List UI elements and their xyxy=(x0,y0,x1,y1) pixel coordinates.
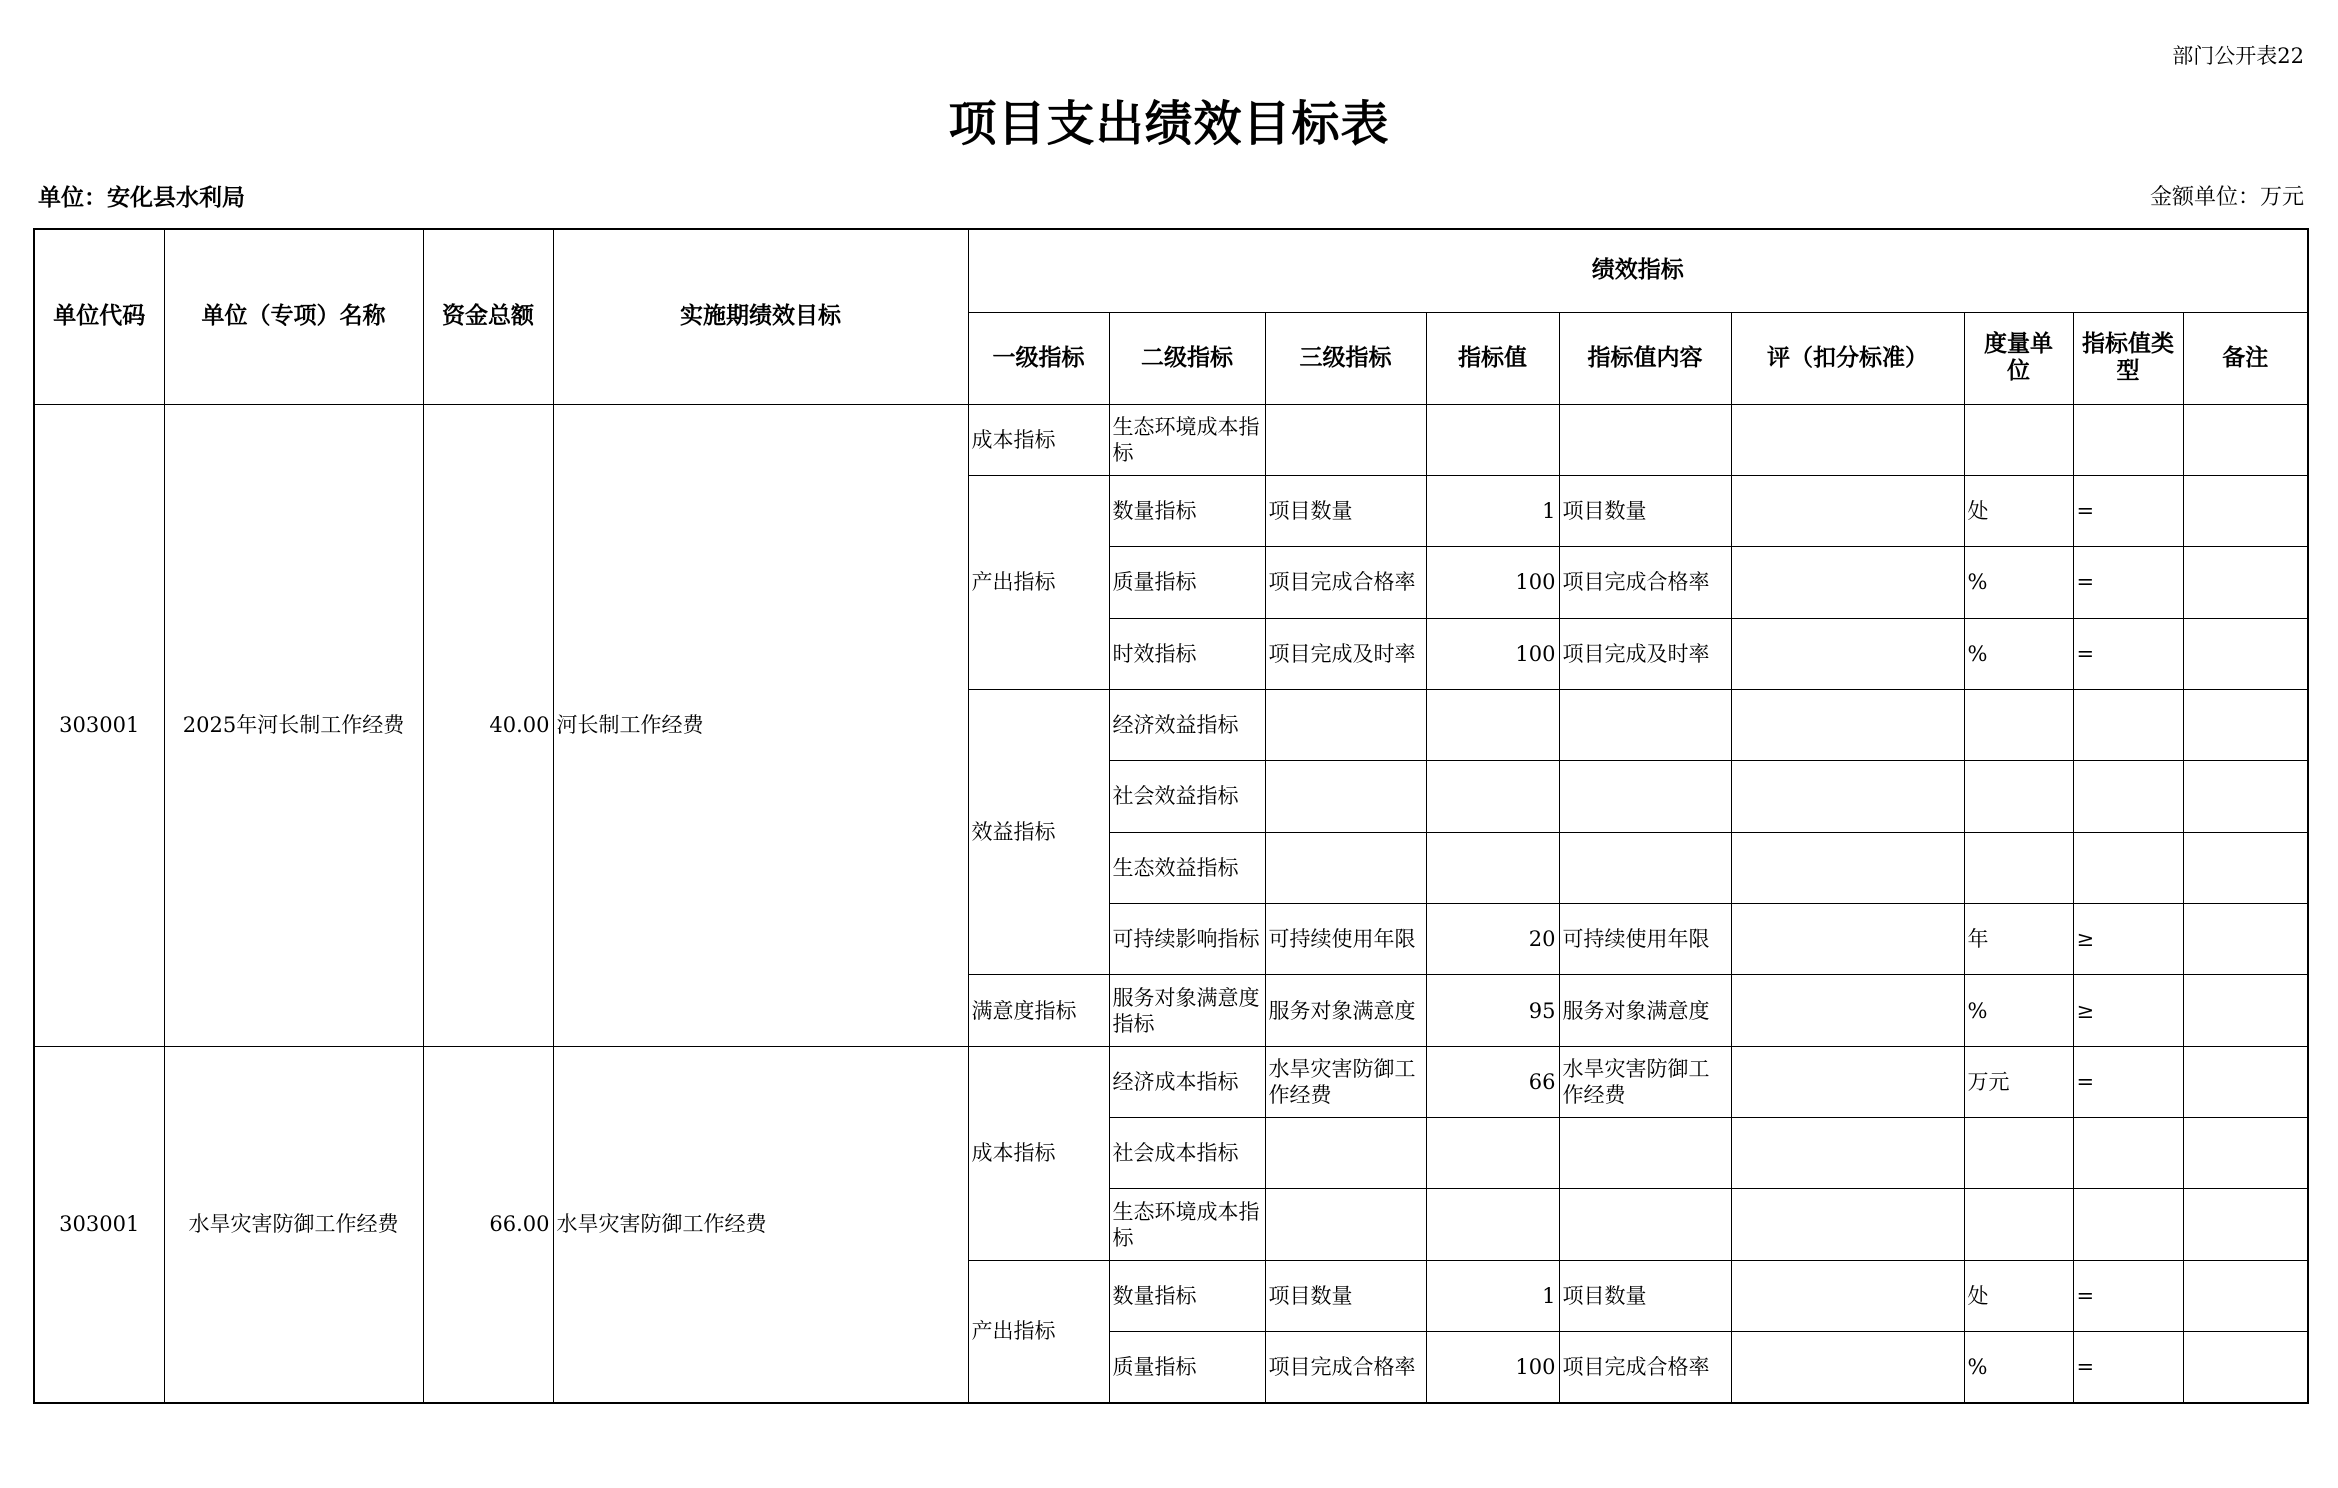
remarks-cell xyxy=(2183,1118,2308,1189)
level3-indicator-cell xyxy=(1265,761,1426,832)
remarks-cell xyxy=(2183,404,2308,475)
amount-unit-label: 金额单位：万元 xyxy=(2149,185,2304,210)
page-title: 项目支出绩效目标表 xyxy=(948,96,1390,152)
scoring-standard-cell xyxy=(1731,1260,1964,1331)
indicator-content-cell: 项目完成合格率 xyxy=(1559,1332,1731,1403)
level3-indicator-cell: 可持续使用年限 xyxy=(1265,904,1426,975)
level2-indicator-cell: 质量指标 xyxy=(1109,1332,1265,1403)
level3-indicator-cell: 项目完成合格率 xyxy=(1265,1332,1426,1403)
level2-indicator-cell: 可持续影响指标 xyxy=(1109,904,1265,975)
project-name-cell: 水旱灾害防御工作经费 xyxy=(164,1046,423,1403)
scoring-standard-cell xyxy=(1731,832,1964,903)
level2-indicator-cell: 生态环境成本指标 xyxy=(1109,1189,1265,1260)
indicator-content-cell: 项目数量 xyxy=(1559,475,1731,546)
scoring-standard-cell xyxy=(1731,1046,1964,1117)
measure-unit-cell xyxy=(1964,761,2073,832)
indicator-content-cell xyxy=(1559,761,1731,832)
remarks-cell xyxy=(2183,618,2308,689)
level1-indicator-cell: 效益指标 xyxy=(968,689,1109,974)
indicator-content-cell xyxy=(1559,689,1731,760)
remarks-cell xyxy=(2183,975,2308,1046)
header-total-funds: 资金总额 xyxy=(423,229,553,404)
unit-label: 单位：安化县水利局 xyxy=(38,185,245,211)
remarks-cell xyxy=(2183,1189,2308,1260)
level2-indicator-cell: 社会效益指标 xyxy=(1109,761,1265,832)
indicator-value-cell xyxy=(1426,1189,1559,1260)
table-row xyxy=(34,404,2308,475)
measure-unit-cell xyxy=(1964,832,2073,903)
indicator-value-cell: 1 xyxy=(1426,1260,1559,1331)
remarks-cell xyxy=(2183,689,2308,760)
measure-unit-cell: % xyxy=(1964,547,2073,618)
project-name-cell: 2025年河长制工作经费 xyxy=(164,404,423,1046)
scoring-standard-cell xyxy=(1731,975,1964,1046)
level1-indicator-cell: 满意度指标 xyxy=(968,975,1109,1046)
level1-indicator-cell: 产出指标 xyxy=(968,475,1109,689)
header-level1: 一级指标 xyxy=(968,312,1109,404)
indicator-content-cell: 可持续使用年限 xyxy=(1559,904,1731,975)
indicator-content-cell xyxy=(1559,1189,1731,1260)
scoring-standard-cell xyxy=(1731,475,1964,546)
level3-indicator-cell: 服务对象满意度 xyxy=(1265,975,1426,1046)
indicator-content-cell xyxy=(1559,404,1731,475)
header-unit-code: 单位代码 xyxy=(34,229,164,404)
header-measure-unit-label: 度量单位 xyxy=(1984,331,2053,384)
measure-unit-cell: 处 xyxy=(1964,1260,2073,1331)
period-goal-cell: 河长制工作经费 xyxy=(553,404,968,1046)
level2-indicator-cell: 质量指标 xyxy=(1109,547,1265,618)
header-scoring: 评（扣分标准） xyxy=(1731,312,1964,404)
level2-indicator-cell: 服务对象满意度指标 xyxy=(1109,975,1265,1046)
measure-unit-cell xyxy=(1964,1118,2073,1189)
performance-target-table xyxy=(33,228,2309,1404)
value-type-cell: = xyxy=(2073,1260,2183,1331)
indicator-value-cell xyxy=(1426,404,1559,475)
header-value: 指标值 xyxy=(1426,312,1559,404)
scoring-standard-cell xyxy=(1731,1189,1964,1260)
indicator-content-cell xyxy=(1559,832,1731,903)
indicator-content-cell: 项目完成及时率 xyxy=(1559,618,1731,689)
measure-unit-cell: % xyxy=(1964,618,2073,689)
scoring-standard-cell xyxy=(1731,547,1964,618)
header-level3: 三级指标 xyxy=(1265,312,1426,404)
indicator-content-cell: 项目完成合格率 xyxy=(1559,547,1731,618)
value-type-cell: = xyxy=(2073,1046,2183,1117)
header-row xyxy=(34,229,2308,312)
remarks-cell xyxy=(2183,547,2308,618)
total-funds-cell: 40.00 xyxy=(423,404,553,1046)
header-unit-name: 单位（专项）名称 xyxy=(164,229,423,404)
level3-indicator-cell xyxy=(1265,1118,1426,1189)
indicator-value-cell: 1 xyxy=(1426,475,1559,546)
remarks-cell xyxy=(2183,1260,2308,1331)
unit-code-cell: 303001 xyxy=(34,1046,164,1403)
indicator-value-cell: 95 xyxy=(1426,975,1559,1046)
remarks-cell xyxy=(2183,904,2308,975)
level3-indicator-cell: 项目完成合格率 xyxy=(1265,547,1426,618)
indicator-value-cell xyxy=(1426,689,1559,760)
level3-indicator-cell xyxy=(1265,832,1426,903)
indicator-value-cell: 100 xyxy=(1426,547,1559,618)
value-type-cell: = xyxy=(2073,618,2183,689)
value-type-cell xyxy=(2073,832,2183,903)
value-type-cell xyxy=(2073,1118,2183,1189)
measure-unit-cell xyxy=(1964,689,2073,760)
measure-unit-cell: 处 xyxy=(1964,475,2073,546)
table-row xyxy=(34,1046,2308,1117)
value-type-cell xyxy=(2073,689,2183,760)
level1-indicator-cell: 成本指标 xyxy=(968,1046,1109,1260)
level2-indicator-cell: 数量指标 xyxy=(1109,1260,1265,1331)
header-level2: 二级指标 xyxy=(1109,312,1265,404)
level3-indicator-cell: 项目数量 xyxy=(1265,475,1426,546)
remarks-cell xyxy=(2183,475,2308,546)
header-indicators: 绩效指标 xyxy=(968,229,2308,312)
level3-indicator-cell: 项目完成及时率 xyxy=(1265,618,1426,689)
level1-indicator-cell: 产出指标 xyxy=(968,1260,1109,1403)
header-period-goal: 实施期绩效目标 xyxy=(553,229,968,404)
indicator-value-cell xyxy=(1426,1118,1559,1189)
level2-indicator-cell: 社会成本指标 xyxy=(1109,1118,1265,1189)
level3-indicator-cell xyxy=(1265,404,1426,475)
indicator-content-cell: 项目数量 xyxy=(1559,1260,1731,1331)
measure-unit-cell: 年 xyxy=(1964,904,2073,975)
scoring-standard-cell xyxy=(1731,761,1964,832)
value-type-cell: = xyxy=(2073,1332,2183,1403)
value-type-cell: = xyxy=(2073,475,2183,546)
value-type-cell: ≥ xyxy=(2073,975,2183,1046)
indicator-value-cell: 100 xyxy=(1426,618,1559,689)
indicator-content-cell: 水旱灾害防御工作经费 xyxy=(1559,1046,1731,1117)
scoring-standard-cell xyxy=(1731,904,1964,975)
scoring-standard-cell xyxy=(1731,618,1964,689)
scoring-standard-cell xyxy=(1731,404,1964,475)
value-type-cell: ≥ xyxy=(2073,904,2183,975)
unit-code-cell: 303001 xyxy=(34,404,164,1046)
period-goal-cell: 水旱灾害防御工作经费 xyxy=(553,1046,968,1403)
measure-unit-cell: % xyxy=(1964,975,2073,1046)
total-funds-cell: 66.00 xyxy=(423,1046,553,1403)
level2-indicator-cell: 生态环境成本指标 xyxy=(1109,404,1265,475)
level3-indicator-cell: 项目数量 xyxy=(1265,1260,1426,1331)
indicator-content-cell: 服务对象满意度 xyxy=(1559,975,1731,1046)
indicator-value-cell xyxy=(1426,832,1559,903)
header-value-type xyxy=(2073,312,2183,404)
indicator-value-cell: 20 xyxy=(1426,904,1559,975)
value-type-cell xyxy=(2073,1189,2183,1260)
level3-indicator-cell xyxy=(1265,1189,1426,1260)
level1-indicator-cell: 成本指标 xyxy=(968,404,1109,475)
value-type-cell xyxy=(2073,404,2183,475)
indicator-content-cell xyxy=(1559,1118,1731,1189)
remarks-cell xyxy=(2183,832,2308,903)
remarks-cell xyxy=(2183,761,2308,832)
scoring-standard-cell xyxy=(1731,1118,1964,1189)
header-measure-unit xyxy=(1964,312,2073,404)
value-type-cell xyxy=(2073,761,2183,832)
value-type-cell: = xyxy=(2073,547,2183,618)
header-remarks: 备注 xyxy=(2183,312,2308,404)
form-number: 部门公开表22 xyxy=(2172,44,2304,68)
header-value-type-label: 指标值类型 xyxy=(2082,331,2174,384)
level2-indicator-cell: 经济效益指标 xyxy=(1109,689,1265,760)
indicator-value-cell: 100 xyxy=(1426,1332,1559,1403)
scoring-standard-cell xyxy=(1731,1332,1964,1403)
level2-indicator-cell: 时效指标 xyxy=(1109,618,1265,689)
level2-indicator-cell: 数量指标 xyxy=(1109,475,1265,546)
indicator-value-cell xyxy=(1426,761,1559,832)
indicator-value-cell: 66 xyxy=(1426,1046,1559,1117)
measure-unit-cell xyxy=(1964,404,2073,475)
remarks-cell xyxy=(2183,1332,2308,1403)
measure-unit-cell: % xyxy=(1964,1332,2073,1403)
level2-indicator-cell: 生态效益指标 xyxy=(1109,832,1265,903)
measure-unit-cell: 万元 xyxy=(1964,1046,2073,1117)
header-value-content: 指标值内容 xyxy=(1559,312,1731,404)
level2-indicator-cell: 经济成本指标 xyxy=(1109,1046,1265,1117)
level3-indicator-cell xyxy=(1265,689,1426,760)
remarks-cell xyxy=(2183,1046,2308,1117)
measure-unit-cell xyxy=(1964,1189,2073,1260)
scoring-standard-cell xyxy=(1731,689,1964,760)
level3-indicator-cell: 水旱灾害防御工作经费 xyxy=(1265,1046,1426,1117)
